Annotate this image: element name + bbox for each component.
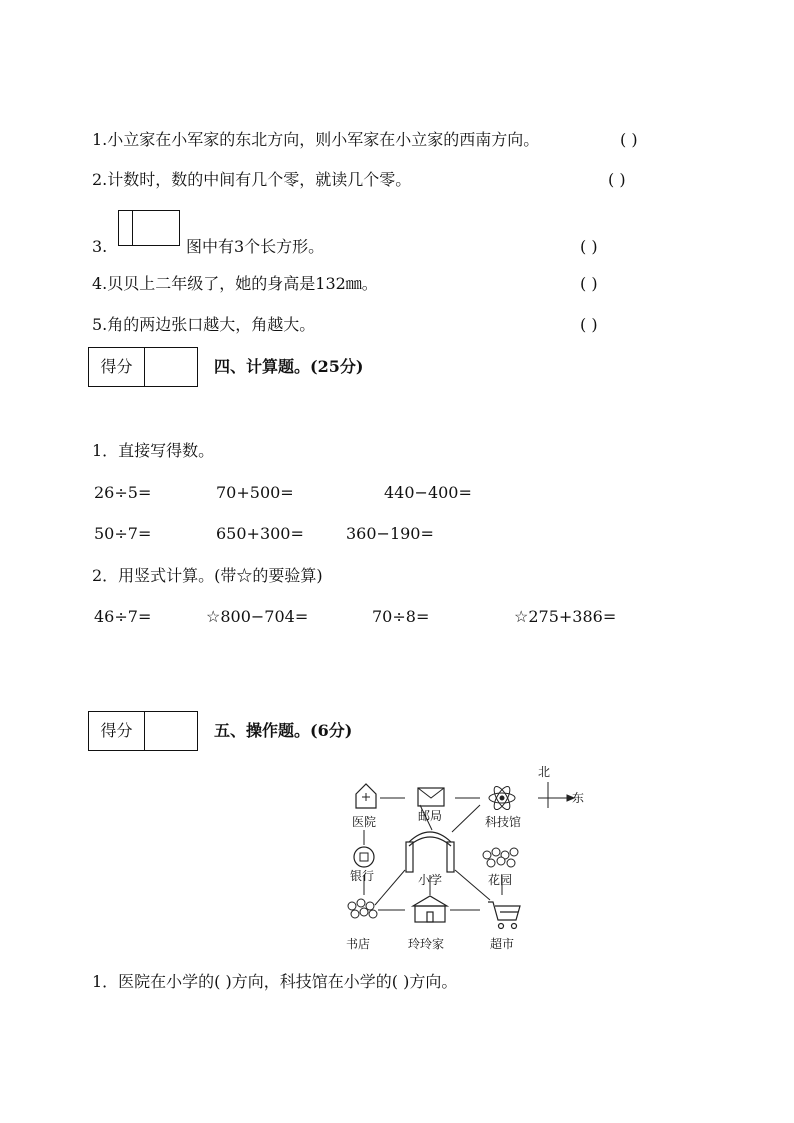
section4-q1: 1．直接写得数。	[92, 441, 215, 460]
calc-1: 26÷5=	[94, 483, 152, 502]
map-label-science: 科技馆	[485, 815, 522, 829]
judgment-item-3: 图中有3个长方形。	[186, 237, 325, 256]
map-label-garden: 花园	[488, 873, 513, 887]
map-label-bank: 银行	[350, 869, 375, 883]
vertical-calc-4: ☆275+386=	[514, 607, 617, 626]
coin-icon	[354, 847, 374, 867]
calc-3: 440−400=	[384, 483, 472, 502]
map-label-school: 小学	[418, 873, 443, 887]
flower-icon	[483, 848, 518, 867]
calc-4: 50÷7=	[94, 524, 152, 543]
school-gate-icon	[406, 832, 454, 872]
map-label-bookstore: 书店	[346, 937, 371, 951]
score-label: 得分	[89, 348, 145, 386]
score-box-section5[interactable]	[88, 711, 198, 751]
direction-map	[330, 760, 590, 955]
compass-north: 北	[538, 765, 551, 779]
judgment-item-3-num: 3.	[92, 237, 108, 256]
bookstore-icon	[348, 899, 377, 918]
atom-icon	[489, 784, 515, 812]
calc-5: 650+300=	[216, 524, 304, 543]
answer-paren-1[interactable]: ( )	[620, 130, 638, 149]
score-label: 得分	[89, 712, 145, 750]
section5-title: 五、操作题。(6分)	[214, 721, 353, 740]
house-icon	[413, 896, 447, 922]
map-label-hospital: 医院	[352, 815, 377, 829]
judgment-item-5: 5.角的两边张口越大，角越大。	[92, 315, 316, 334]
hospital-icon	[356, 784, 376, 808]
rectangle-figure	[118, 210, 180, 246]
vertical-calc-1: 46÷7=	[94, 607, 152, 626]
compass-icon	[538, 782, 574, 808]
answer-paren-3[interactable]: ( )	[580, 237, 598, 256]
judgment-item-1: 1.小立家在小军家的东北方向，则小军家在小立家的西南方向。	[92, 130, 540, 149]
shopping-cart-icon	[488, 902, 520, 929]
calc-6: 360−190=	[346, 524, 434, 543]
section5-q1: 1．医院在小学的( )方向，科技馆在小学的( )方向。	[92, 972, 458, 991]
judgment-item-4: 4.贝贝上二年级了，她的身高是132㎜。	[92, 274, 378, 293]
envelope-icon	[418, 788, 444, 806]
judgment-item-2: 2.计数时，数的中间有几个零，就读几个零。	[92, 170, 412, 189]
map-label-post: 邮局	[418, 809, 443, 823]
section4-title: 四、计算题。(25分)	[214, 357, 364, 376]
vertical-calc-3: 70÷8=	[372, 607, 430, 626]
section4-q2: 2．用竖式计算。(带☆的要验算)	[92, 566, 323, 585]
answer-paren-2[interactable]: ( )	[608, 170, 626, 189]
answer-paren-5[interactable]: ( )	[580, 315, 598, 334]
vertical-calc-2: ☆800−704=	[206, 607, 309, 626]
map-label-home: 玲玲家	[408, 937, 445, 951]
map-label-market: 超市	[490, 937, 515, 951]
calc-2: 70+500=	[216, 483, 294, 502]
compass-east: 东	[572, 791, 585, 805]
score-box-section4[interactable]	[88, 347, 198, 387]
answer-paren-4[interactable]: ( )	[580, 274, 598, 293]
